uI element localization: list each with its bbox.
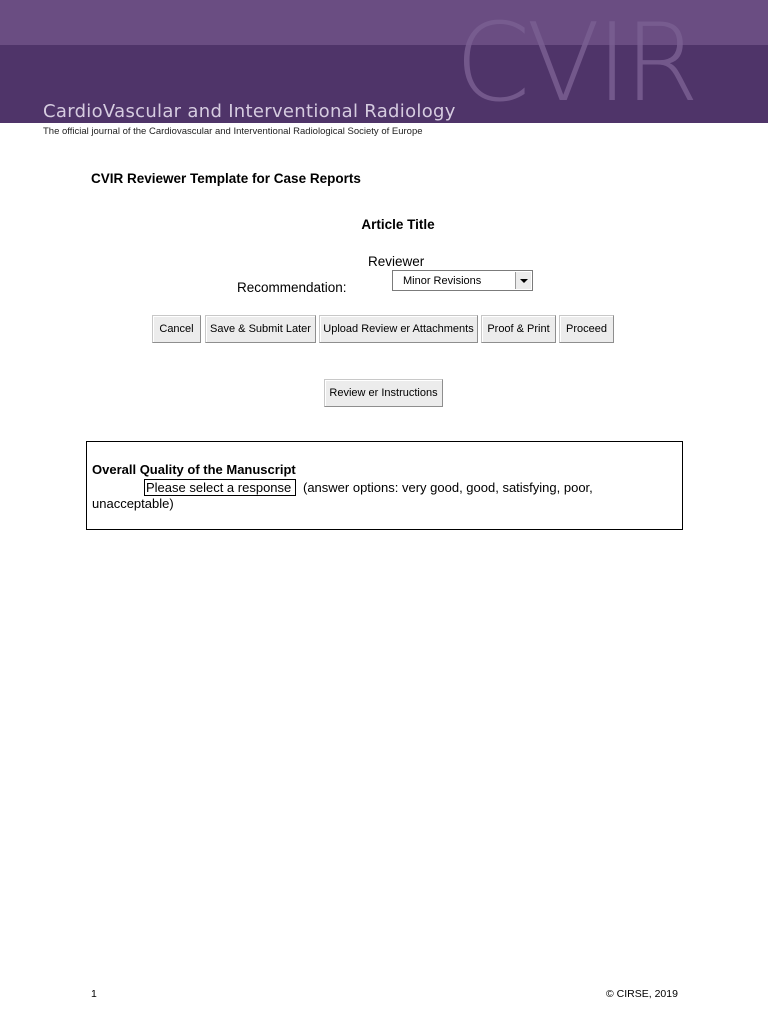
journal-name: CardioVascular and Interventional Radiology [43,101,456,122]
reviewer-instructions-button[interactable]: Review er Instructions [324,379,443,407]
answer-options-hint-continued: unacceptable) [92,496,174,511]
recommendation-label: Recommendation: [237,280,347,295]
answer-options-hint: (answer options: very good, good, satisfying, poor, [303,480,593,495]
recommendation-select[interactable] [392,270,533,291]
question-section [86,441,683,530]
reviewer-label: Reviewer [368,254,425,269]
article-title: Article Title [361,217,435,232]
cvir-logo: CVIR [455,1,696,123]
quality-response-select[interactable]: Please select a response [144,479,296,496]
save-submit-later-button[interactable]: Save & Submit Later [205,315,316,343]
copyright-notice: © CIRSE, 2019 [606,988,678,1000]
template-title: CVIR Reviewer Template for Case Reports [91,171,361,186]
journal-banner [0,0,768,123]
question-title: Overall Quality of the Manuscript [92,462,296,477]
page-number: 1 [91,988,97,1000]
proceed-button[interactable]: Proceed [559,315,614,343]
recommendation-value: Minor Revisions [403,275,482,287]
proof-print-button[interactable]: Proof & Print [481,315,556,343]
chevron-down-icon[interactable] [515,272,531,289]
upload-attachments-button[interactable]: Upload Review er Attachments [319,315,478,343]
journal-subtitle: The official journal of the Cardiovascular and Interventional Radiological Society of Europe [43,126,423,137]
cancel-button[interactable]: Cancel [152,315,201,343]
